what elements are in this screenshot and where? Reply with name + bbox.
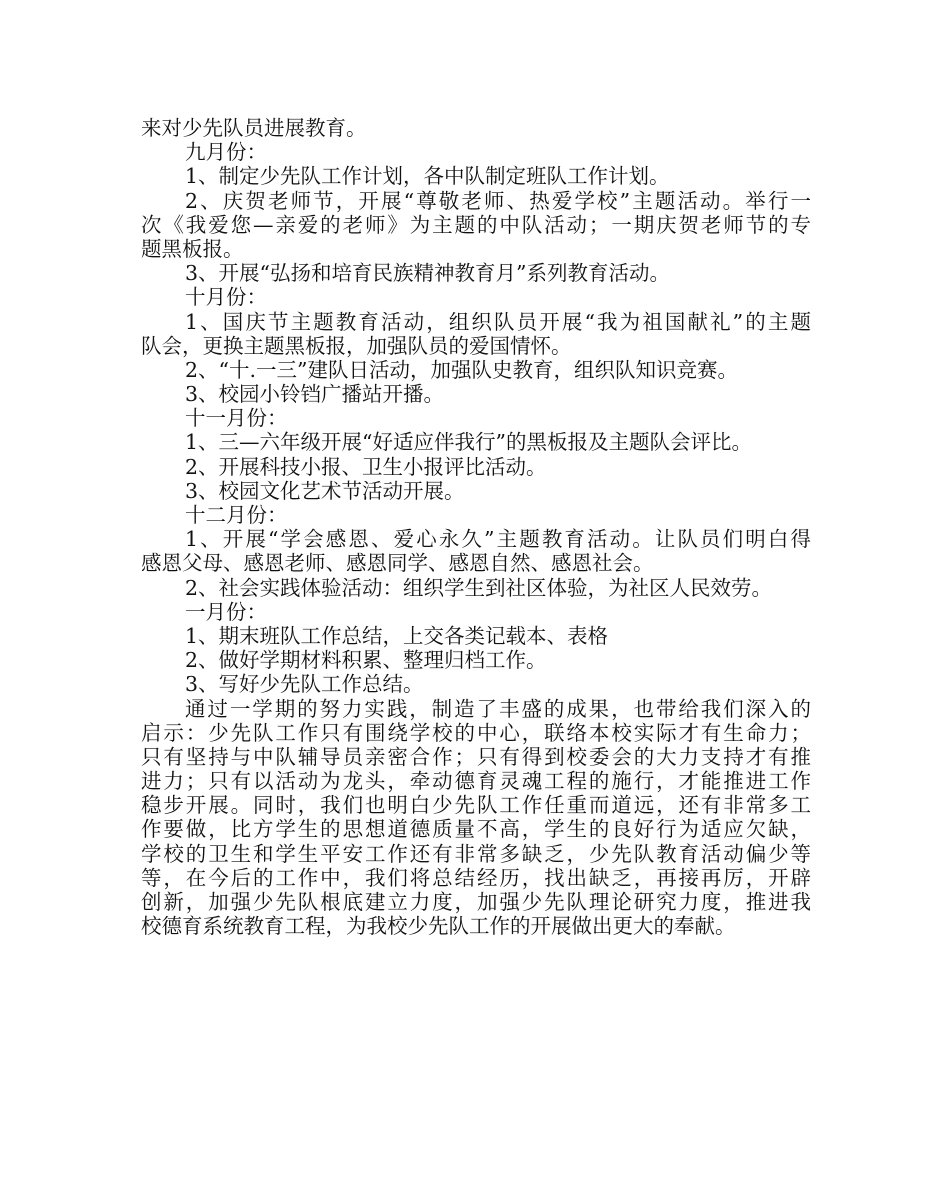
text-line: 3、开展“弘扬和培育民族精神教育月”系列教育活动。: [185, 261, 671, 286]
text-line: 次《我爱您—亲爱的老师》为主题的中队活动；一期庆贺老师节的专: [141, 212, 811, 237]
text-line: 2、庆贺老师节，开展“尊敬老师、热爱学校”主题活动。举行一: [185, 188, 811, 213]
text-line: 2、做好学期材料积累、整理归档工作。: [185, 648, 547, 673]
text-line: 九月份：: [185, 140, 267, 165]
text-line: 2、开展科技小报、卫生小报评比活动。: [185, 454, 547, 479]
text-line: 稳步开展。同时，我们也明白少先队工作任重而道远，还有非常多工: [141, 793, 811, 818]
text-line: 作要做，比方学生的思想道德质量不高，学生的良好行为适应欠缺，: [141, 817, 811, 842]
text-line: 3、校园小铃铛广播站开播。: [185, 382, 445, 407]
text-line: 1、国庆节主题教育活动，组织队员开展“我为祖国献礼”的主题: [185, 309, 811, 334]
text-line: 校德育系统教育工程，为我校少先队工作的开展做出更大的奉献。: [141, 914, 736, 939]
text-line: 一月份：: [185, 599, 267, 624]
text-line: 3、写好少先队工作总结。: [185, 672, 424, 697]
text-line: 启示：少先队工作只有围绕学校的中心，联络本校实际才有生命力；: [141, 720, 811, 745]
text-line: 十一月份：: [185, 406, 288, 431]
text-line: 1、开展“学会感恩、爱心永久”主题教育活动。让队员们明白得: [185, 527, 811, 552]
text-line: 1、制定少先队工作计划，各中队制定班队工作计划。: [185, 164, 670, 189]
text-line: 1、期末班队工作总结，上交各类记载本、表格: [185, 623, 609, 648]
text-line: 进力；只有以活动为龙头，牵动德育灵魂工程的施行，才能推进工作: [141, 769, 811, 794]
text-line: 十月份：: [185, 285, 267, 310]
text-line: 通过一学期的努力实践，制造了丰盛的成果，也带给我们深入的: [185, 696, 811, 721]
text-line: 来对少先队员进展教育。: [141, 116, 367, 140]
text-line: 只有坚持与中队辅导员亲密合作；只有得到校委会的大力支持才有推: [141, 744, 811, 769]
text-line: 1、三—六年级开展“好适应伴我行”的黑板报及主题队会评比。: [185, 430, 753, 455]
text-line: 等，在今后的工作中，我们将总结经历，找出缺乏，再接再厉，开辟: [141, 865, 811, 890]
text-line: 感恩父母、感恩老师、感恩同学、感恩自然、感恩社会。: [141, 551, 654, 576]
text-line: 题黑板报。: [141, 236, 244, 261]
text-line: 学校的卫生和学生平安工作还有非常多缺乏，少先队教育活动偏少等: [141, 841, 811, 866]
text-line: 创新，加强少先队根底建立力度，加强少先队理论研究力度，推进我: [141, 890, 811, 914]
text-line: 十二月份：: [185, 503, 288, 527]
text-line: 队会，更换主题黑板报，加强队员的爱国情怀。: [141, 333, 572, 358]
document-body: [141, 116, 811, 938]
text-line: 2、社会实践体验活动：组织学生到社区体验，为社区人民效劳。: [185, 575, 773, 600]
text-line: 3、校园文化艺术节活动开展。: [185, 478, 465, 503]
text-line: 2、“十.一三”建队日活动，加强队史教育，组织队知识竞赛。: [185, 357, 739, 382]
